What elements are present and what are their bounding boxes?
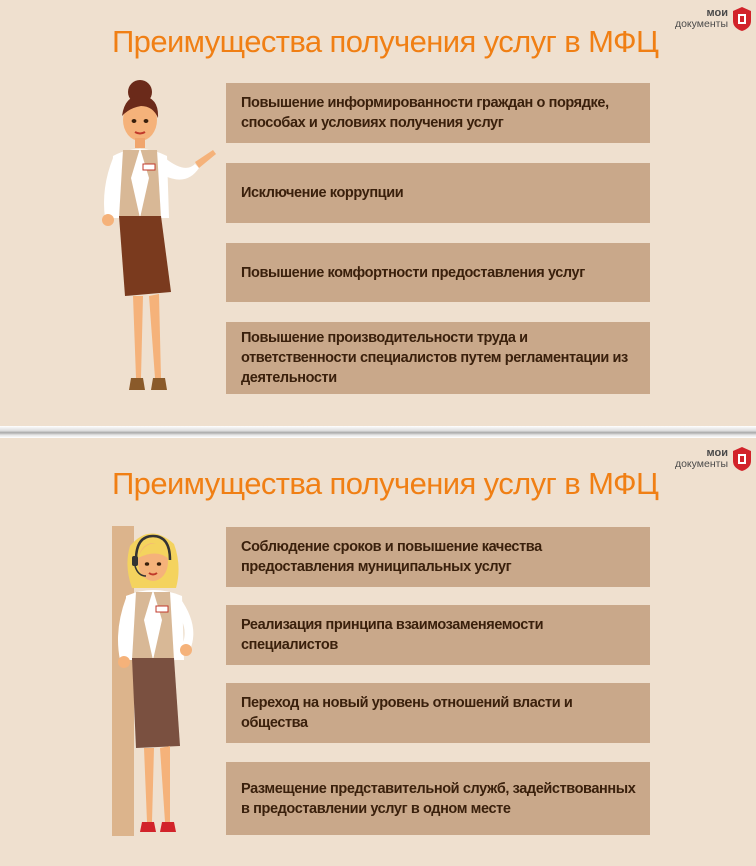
advantage-card [226, 83, 650, 143]
advantage-text: Соблюдение сроков и повышение качества предоставления муниципальных услуг [241, 539, 542, 575]
logo-line-1: мои [706, 447, 728, 459]
shield-logo-icon [732, 446, 752, 472]
advantage-card [226, 683, 650, 743]
advantage-card [226, 322, 650, 394]
woman-consultant-illustration [95, 78, 225, 398]
advantage-card [226, 243, 650, 302]
slide-1 [0, 0, 756, 426]
advantage-text: Повышение комфортности предоставления услуг [241, 264, 585, 281]
woman-operator-illustration [112, 526, 212, 836]
advantage-card [226, 527, 650, 587]
logo-line-2: документы [674, 18, 728, 30]
logo-line-2: документы [674, 458, 728, 470]
logo-line-1: мои [706, 7, 728, 19]
advantage-text: Реализация принципа взаимозаменяемости специалистов [241, 617, 544, 653]
shield-logo-icon [732, 6, 752, 32]
slide-title: Преимущества получения услуг в МФЦ [112, 466, 659, 501]
advantage-text: Исключение коррупции [241, 185, 404, 201]
moi-dokumenty-logo [656, 6, 752, 36]
slide-2 [0, 438, 756, 866]
advantage-text: Переход на новый уровень отношений власти и общества [241, 695, 573, 731]
slide-divider [0, 426, 756, 438]
advantage-text: Повышение производительности труда и ответственности специалистов путем регламентации из деятельности [241, 330, 628, 386]
advantage-card [226, 163, 650, 223]
advantage-card [226, 605, 650, 665]
advantage-text: Размещение представительной служб, задействованных в предоставлении услуг в одном месте [241, 780, 636, 817]
slide-title: Преимущества получения услуг в МФЦ [112, 24, 659, 59]
advantage-text: Повышение информированности граждан о порядке, способах и условиях получения услуг [241, 95, 609, 131]
advantage-card [226, 762, 650, 835]
moi-dokumenty-logo [656, 446, 752, 476]
